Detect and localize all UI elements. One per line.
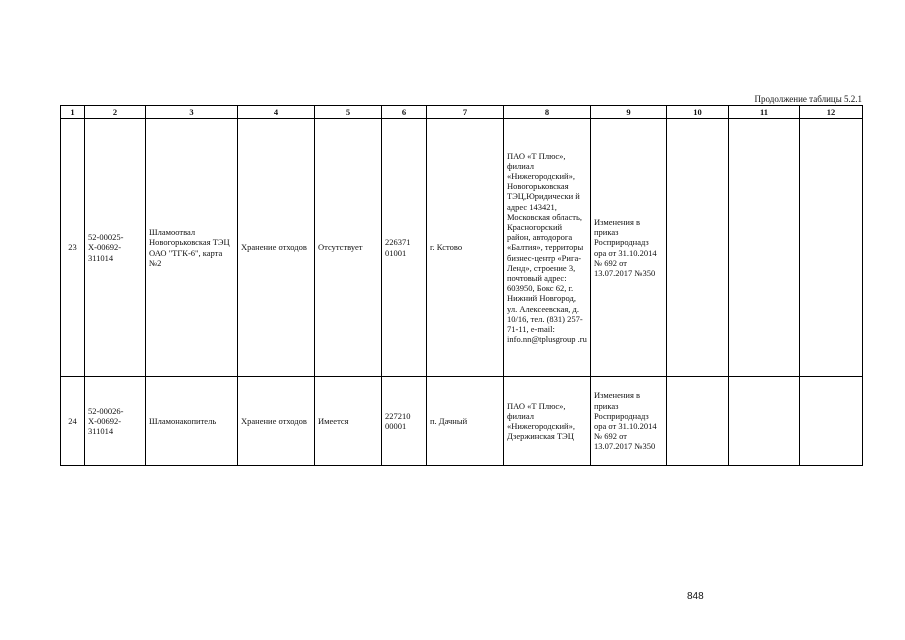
row-number: 24: [61, 377, 85, 466]
table-header-row: [61, 106, 863, 119]
monitoring-status: Отсутствует: [315, 119, 382, 377]
column-header: 3: [146, 106, 238, 119]
column-header: 9: [591, 106, 667, 119]
page-number: 848: [687, 591, 704, 602]
column-header: 12: [800, 106, 863, 119]
empty-cell: [667, 119, 729, 377]
row-number: 23: [61, 119, 85, 377]
empty-cell: [667, 377, 729, 466]
table-row: [61, 377, 863, 466]
monitoring-status: Имеется: [315, 377, 382, 466]
column-header: 1: [61, 106, 85, 119]
column-header: 6: [382, 106, 427, 119]
column-header: 10: [667, 106, 729, 119]
registry-number: 52-00025-Х-00692-311014: [85, 119, 146, 377]
registry-number: 52-00026-Х-00692-311014: [85, 377, 146, 466]
order-info: Изменения в приказ Росприроднадз ора от 31.10.2014 № 692 от 13.07.2017 №350: [591, 119, 667, 377]
empty-cell: [729, 377, 800, 466]
empty-cell: [800, 377, 863, 466]
object-purpose: Хранение отходов: [238, 377, 315, 466]
oktmo-code: 227210 00001: [382, 377, 427, 466]
empty-cell: [800, 119, 863, 377]
column-header: 11: [729, 106, 800, 119]
object-purpose: Хранение отходов: [238, 119, 315, 377]
column-header: 5: [315, 106, 382, 119]
operator-info: ПАО «Т Плюс», филиал «Нижегородский», Дзержинская ТЭЦ: [504, 377, 591, 466]
waste-objects-table: [60, 105, 863, 466]
object-name: Шламонакопитель: [146, 377, 238, 466]
column-header: 2: [85, 106, 146, 119]
empty-cell: [729, 119, 800, 377]
operator-info: ПАО «Т Плюс», филиал «Нижегородский», Новогорьковская ТЭЦ,Юридически й адрес 143421, Московская область, Красногорский район, автодорога «Балтия», территоры бизнес-центр «Рига-Ленд», строение 3, почтовый адрес: 603950, Бокс 62, г. Нижний Новгород, ул. Алексеевская, д. 10/16, тел. (831) 257-71-11, e-mail: info.nn@tplusgroup .ru: [504, 119, 591, 377]
locality: п. Дачный: [427, 377, 504, 466]
table-row: [61, 119, 863, 377]
table-caption: Продолжение таблицы 5.2.1: [754, 94, 862, 104]
column-header: 7: [427, 106, 504, 119]
locality: г. Кстово: [427, 119, 504, 377]
column-header: 4: [238, 106, 315, 119]
object-name: Шламоотвал Новогорьковская ТЭЦ ОАО "ТГК-6", карта №2: [146, 119, 238, 377]
column-header: 8: [504, 106, 591, 119]
oktmo-code: 226371 01001: [382, 119, 427, 377]
order-info: Изменения в приказ Росприроднадз ора от 31.10.2014 № 692 от 13.07.2017 №350: [591, 377, 667, 466]
